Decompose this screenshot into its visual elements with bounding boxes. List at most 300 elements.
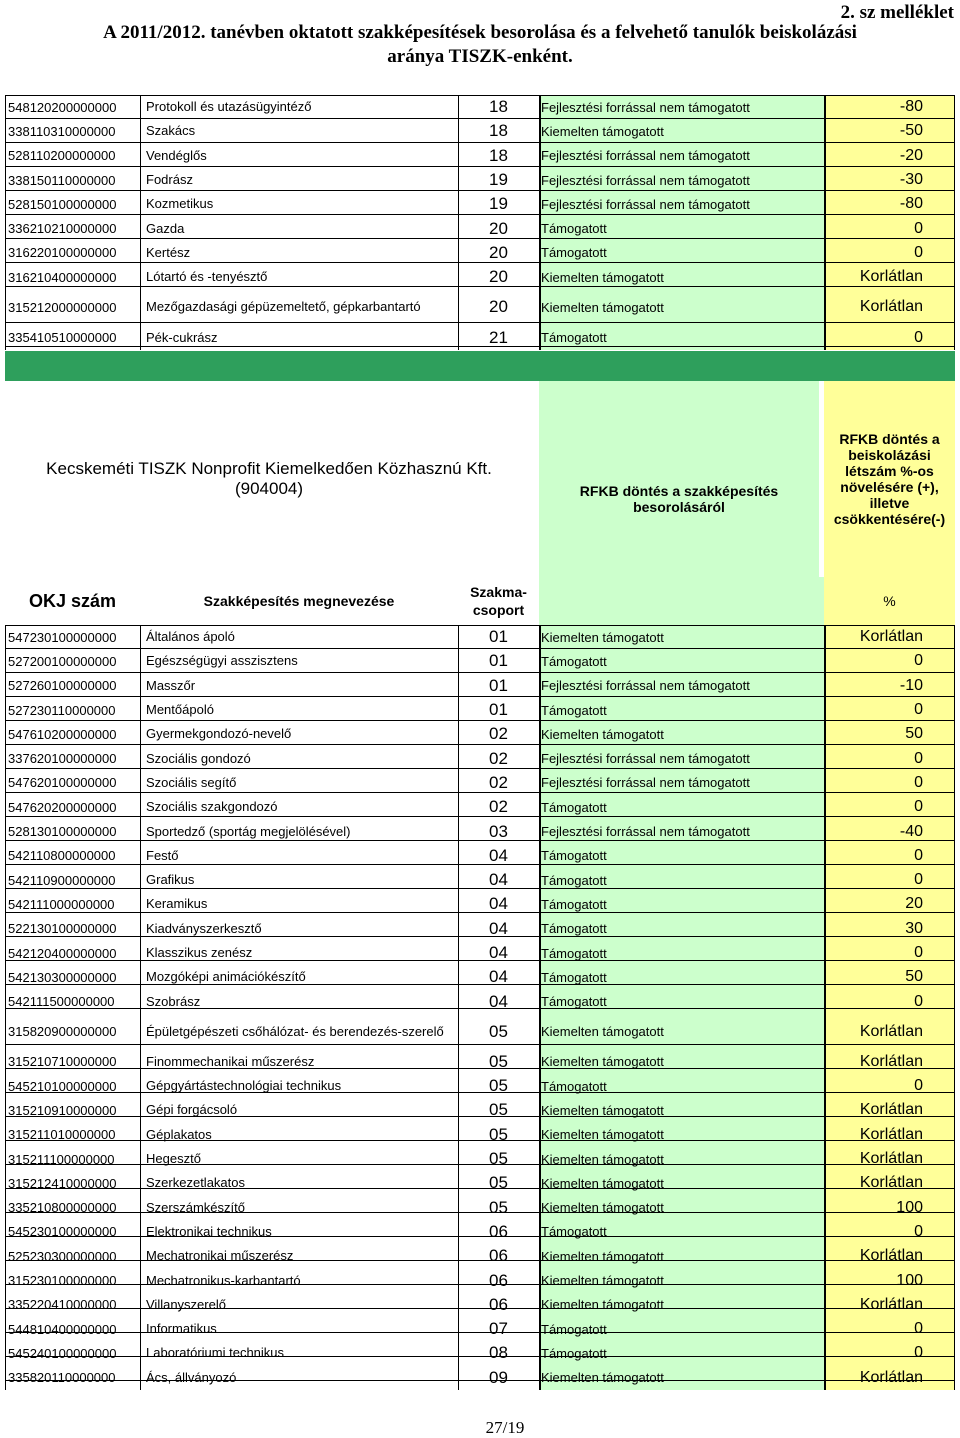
name-cell: Klasszikus zenész bbox=[140, 941, 458, 965]
rfkb-cell: Támogatott bbox=[539, 941, 824, 965]
group-cell: 18 bbox=[458, 119, 539, 143]
name-cell: Ács, állványozó bbox=[140, 1366, 458, 1390]
okj-cell: 315210910000000 bbox=[5, 1098, 140, 1122]
table-row bbox=[5, 168, 955, 192]
grid-line bbox=[5, 625, 955, 626]
group-cell: 05 bbox=[458, 1171, 539, 1195]
group-cell: 05 bbox=[458, 1196, 539, 1220]
grid-line bbox=[5, 190, 955, 191]
table-row bbox=[5, 722, 955, 746]
group-cell: 18 bbox=[458, 144, 539, 168]
pct-cell: -40 bbox=[824, 819, 955, 843]
table-row bbox=[5, 649, 955, 673]
grid-line bbox=[458, 95, 459, 350]
okj-cell: 545210100000000 bbox=[5, 1074, 140, 1098]
name-cell: Mozgóképi animációkészítő bbox=[140, 965, 458, 989]
okj-cell: 528110200000000 bbox=[5, 144, 140, 168]
rfkb-cell: Támogatott bbox=[539, 1341, 824, 1365]
pct-cell: 0 bbox=[824, 241, 955, 265]
pct-cell: 0 bbox=[824, 325, 955, 349]
okj-cell: 335220410000000 bbox=[5, 1293, 140, 1317]
okj-cell: 315211100000000 bbox=[5, 1147, 140, 1171]
name-cell: Általános ápoló bbox=[140, 625, 458, 649]
grid-line bbox=[5, 1188, 955, 1189]
rfkb-cell: Támogatott bbox=[539, 1317, 824, 1341]
group-cell: 04 bbox=[458, 844, 539, 868]
group-header: Szakma- csoport bbox=[458, 577, 539, 625]
rfkb-cell: Fejlesztési forrással nem támogatott bbox=[539, 746, 824, 770]
okj-cell: 544810400000000 bbox=[5, 1317, 140, 1341]
grid-line bbox=[5, 214, 955, 215]
name-cell: Gépgyártástechnológiai technikus bbox=[140, 1074, 458, 1098]
table-row bbox=[5, 1123, 955, 1147]
name-cell: Sportedző (sportág megjelölésével) bbox=[140, 819, 458, 843]
grid-line bbox=[5, 1008, 955, 1009]
okj-cell: 545230100000000 bbox=[5, 1220, 140, 1244]
table-row bbox=[5, 1220, 955, 1244]
group-cell: 05 bbox=[458, 1098, 539, 1122]
grid-line bbox=[5, 888, 955, 889]
rfkb-cell: Fejlesztési forrással nem támogatott bbox=[539, 95, 824, 119]
rfkb-cell: Fejlesztési forrással nem támogatott bbox=[539, 771, 824, 795]
rfkb-cell: Támogatott bbox=[539, 989, 824, 1013]
table-row bbox=[5, 965, 955, 989]
grid-line bbox=[5, 912, 955, 913]
group-cell: 06 bbox=[458, 1268, 539, 1292]
okj-cell: 335210800000000 bbox=[5, 1196, 140, 1220]
name-cell: Festő bbox=[140, 844, 458, 868]
rfkb-cell: Támogatott bbox=[539, 892, 824, 916]
name-cell: Hegesztő bbox=[140, 1147, 458, 1171]
name-cell: Protokoll és utazásügyintéző bbox=[140, 95, 458, 119]
rfkb-cell: Fejlesztési forrással nem támogatott bbox=[539, 144, 824, 168]
table-row bbox=[5, 119, 955, 143]
grid-line bbox=[5, 864, 955, 865]
grid-line bbox=[5, 95, 6, 350]
group-cell: 04 bbox=[458, 941, 539, 965]
table-row bbox=[5, 1293, 955, 1317]
pct-cell: Korlátlan bbox=[824, 1098, 955, 1122]
okj-cell: 528150100000000 bbox=[5, 192, 140, 216]
okj-cell: 338150110000000 bbox=[5, 168, 140, 192]
group-cell: 21 bbox=[458, 325, 539, 349]
grid-line bbox=[5, 672, 955, 673]
table-row bbox=[5, 941, 955, 965]
table-row bbox=[5, 989, 955, 1013]
name-cell: Mentőápoló bbox=[140, 698, 458, 722]
group-cell: 05 bbox=[458, 1147, 539, 1171]
pct-cell: -50 bbox=[824, 119, 955, 143]
rfkb-cell: Fejlesztési forrással nem támogatott bbox=[539, 168, 824, 192]
rfkb-cell: Támogatott bbox=[539, 917, 824, 941]
group-cell: 05 bbox=[458, 1074, 539, 1098]
table-row bbox=[5, 1244, 955, 1268]
grid-line bbox=[5, 1308, 955, 1309]
group-cell: 05 bbox=[458, 1014, 539, 1050]
grid-line bbox=[5, 95, 955, 96]
grid-line bbox=[5, 720, 955, 721]
group-cell: 09 bbox=[458, 1366, 539, 1390]
grid-line bbox=[5, 1380, 955, 1381]
rfkb-cell: Támogatott bbox=[539, 216, 824, 240]
okj-cell: 337620100000000 bbox=[5, 746, 140, 770]
rfkb-cell: Támogatott bbox=[539, 844, 824, 868]
pct-cell: 0 bbox=[824, 698, 955, 722]
rfkb-cell: Kiemelten támogatott bbox=[539, 1050, 824, 1074]
name-cell: Laboratóriumi technikus bbox=[140, 1341, 458, 1365]
name-cell: Szakács bbox=[140, 119, 458, 143]
pct-cell: Korlátlan bbox=[824, 1050, 955, 1074]
pct-cell: Korlátlan bbox=[824, 289, 955, 325]
okj-cell: 316220100000000 bbox=[5, 241, 140, 265]
table-row bbox=[5, 95, 955, 119]
grid-line bbox=[5, 286, 955, 287]
okj-cell: 527260100000000 bbox=[5, 674, 140, 698]
okj-cell: 335820110000000 bbox=[5, 1366, 140, 1390]
rfkb-cell: Kiemelten támogatott bbox=[539, 1244, 824, 1268]
okj-cell: 315211010000000 bbox=[5, 1123, 140, 1147]
pct-cell: 0 bbox=[824, 1220, 955, 1244]
rfkb-cell: Kiemelten támogatott bbox=[539, 1014, 824, 1050]
pct-column-header: RFKB döntés a beiskolázási létszám %-os növelésére (+), illetve csökkentésére(-) bbox=[824, 381, 955, 577]
rfkb-cell: Kiemelten támogatott bbox=[539, 1147, 824, 1171]
group-cell: 07 bbox=[458, 1317, 539, 1341]
pct-header: % bbox=[824, 577, 955, 625]
group-cell: 01 bbox=[458, 674, 539, 698]
rfkb-cell: Támogatott bbox=[539, 649, 824, 673]
rfkb-cell: Kiemelten támogatott bbox=[539, 1366, 824, 1390]
grid-line bbox=[5, 936, 955, 937]
top-table bbox=[5, 95, 955, 350]
rfkb-cell: Kiemelten támogatott bbox=[539, 1123, 824, 1147]
group-cell: 06 bbox=[458, 1244, 539, 1268]
table-row bbox=[5, 1074, 955, 1098]
okj-cell: 315210710000000 bbox=[5, 1050, 140, 1074]
pct-cell: 0 bbox=[824, 746, 955, 770]
grid-line bbox=[954, 95, 955, 350]
grid-line bbox=[5, 1332, 955, 1333]
name-cell: Keramikus bbox=[140, 892, 458, 916]
grid-line bbox=[5, 166, 955, 167]
rfkb-cell: Kiemelten támogatott bbox=[539, 722, 824, 746]
rfkb-cell: Támogatott bbox=[539, 795, 824, 819]
okj-cell: 315212000000000 bbox=[5, 289, 140, 325]
okj-cell: 547620200000000 bbox=[5, 795, 140, 819]
pct-cell: 0 bbox=[824, 649, 955, 673]
pct-cell: Korlátlan bbox=[824, 1293, 955, 1317]
grid-line bbox=[5, 262, 955, 263]
name-cell: Gazda bbox=[140, 216, 458, 240]
name-cell: Szerszámkészítő bbox=[140, 1196, 458, 1220]
column-headers bbox=[5, 577, 955, 625]
grid-line bbox=[5, 346, 955, 347]
rfkb-cell: Kiemelten támogatott bbox=[539, 265, 824, 289]
okj-cell: 316210400000000 bbox=[5, 265, 140, 289]
group-cell: 18 bbox=[458, 95, 539, 119]
okj-cell: 547610200000000 bbox=[5, 722, 140, 746]
pct-cell: 0 bbox=[824, 1074, 955, 1098]
pct-cell: 50 bbox=[824, 722, 955, 746]
table-row bbox=[5, 192, 955, 216]
group-cell: 20 bbox=[458, 216, 539, 240]
pct-cell: 0 bbox=[824, 795, 955, 819]
group-cell: 04 bbox=[458, 989, 539, 1013]
pct-cell: 0 bbox=[824, 868, 955, 892]
rfkb-cell: Támogatott bbox=[539, 241, 824, 265]
okj-cell: 542111500000000 bbox=[5, 989, 140, 1013]
group-cell: 02 bbox=[458, 771, 539, 795]
name-cell: Gépi forgácsoló bbox=[140, 1098, 458, 1122]
rfkb-cell: Támogatott bbox=[539, 1220, 824, 1244]
pct-cell: Korlátlan bbox=[824, 1244, 955, 1268]
rfkb-cell: Kiemelten támogatott bbox=[539, 625, 824, 649]
group-cell: 08 bbox=[458, 1341, 539, 1365]
group-cell: 04 bbox=[458, 868, 539, 892]
okj-cell: 315212410000000 bbox=[5, 1171, 140, 1195]
tiszk-header bbox=[5, 381, 955, 577]
name-cell: Elektronikai technikus bbox=[140, 1220, 458, 1244]
name-cell: Gyermekgondozó-nevelő bbox=[140, 722, 458, 746]
rfkb-cell: Támogatott bbox=[539, 965, 824, 989]
pct-cell: Korlátlan bbox=[824, 1366, 955, 1390]
rfkb-cell: Kiemelten támogatott bbox=[539, 119, 824, 143]
table-row bbox=[5, 1341, 955, 1365]
rfkb-cell: Támogatott bbox=[539, 1074, 824, 1098]
grid-line bbox=[140, 95, 141, 350]
group-cell: 06 bbox=[458, 1293, 539, 1317]
grid-line bbox=[5, 744, 955, 745]
okj-cell: 527230110000000 bbox=[5, 698, 140, 722]
rfkb-cell: Kiemelten támogatott bbox=[539, 1171, 824, 1195]
name-cell: Szociális gondozó bbox=[140, 746, 458, 770]
table-row bbox=[5, 1366, 955, 1390]
okj-cell: 525230300000000 bbox=[5, 1244, 140, 1268]
grid-line bbox=[5, 1356, 955, 1357]
grid-line bbox=[5, 768, 955, 769]
okj-cell: 547620100000000 bbox=[5, 771, 140, 795]
group-cell: 04 bbox=[458, 965, 539, 989]
pct-cell: Korlátlan bbox=[824, 1171, 955, 1195]
table-row bbox=[5, 674, 955, 698]
okj-cell: 542130300000000 bbox=[5, 965, 140, 989]
group-cell: 05 bbox=[458, 1123, 539, 1147]
pct-cell: Korlátlan bbox=[824, 1147, 955, 1171]
tiszk-name: Kecskeméti TISZK Nonprofit Kiemelkedően Közhasznú Kft. (904004) bbox=[46, 459, 492, 498]
name-cell: Vendéglős bbox=[140, 144, 458, 168]
okj-cell: 548120200000000 bbox=[5, 95, 140, 119]
name-cell: Masszőr bbox=[140, 674, 458, 698]
title-line-1: A 2011/2012. tanévben oktatott szakképesítések besorolása és a felvehető tanulók beiskolázási bbox=[103, 22, 857, 43]
grid-line bbox=[5, 1236, 955, 1237]
pct-cell: 0 bbox=[824, 1317, 955, 1341]
grid-line bbox=[5, 648, 955, 649]
pct-cell: Korlátlan bbox=[824, 265, 955, 289]
grid-line bbox=[5, 984, 955, 985]
pct-cell: 0 bbox=[824, 1341, 955, 1365]
group-cell: 06 bbox=[458, 1220, 539, 1244]
rfkb-cell: Kiemelten támogatott bbox=[539, 1196, 824, 1220]
group-cell: 01 bbox=[458, 698, 539, 722]
page-title bbox=[0, 21, 960, 69]
name-cell: Grafikus bbox=[140, 868, 458, 892]
group-cell: 20 bbox=[458, 265, 539, 289]
table-row bbox=[5, 289, 955, 325]
group-cell: 04 bbox=[458, 892, 539, 916]
pct-cell: Korlátlan bbox=[824, 625, 955, 649]
okj-header: OKJ szám bbox=[5, 577, 140, 625]
rfkb-header-cell bbox=[539, 577, 824, 625]
pct-cell: 0 bbox=[824, 941, 955, 965]
okj-cell: 336210210000000 bbox=[5, 216, 140, 240]
rfkb-cell: Fejlesztési forrással nem támogatott bbox=[539, 674, 824, 698]
name-cell: Szociális segítő bbox=[140, 771, 458, 795]
group-cell: 20 bbox=[458, 241, 539, 265]
name-header: Szakképesítés megnevezése bbox=[140, 577, 458, 625]
pct-cell: Korlátlan bbox=[824, 1014, 955, 1050]
group-cell: 02 bbox=[458, 746, 539, 770]
rfkb-cell: Fejlesztési forrással nem támogatott bbox=[539, 192, 824, 216]
title-line-2: aránya TISZK-enként. bbox=[387, 46, 573, 67]
table-row bbox=[5, 1098, 955, 1122]
rfkb-cell: Támogatott bbox=[539, 868, 824, 892]
okj-cell: 542120400000000 bbox=[5, 941, 140, 965]
grid-line bbox=[5, 1284, 955, 1285]
table-row bbox=[5, 1268, 955, 1292]
rfkb-cell: Támogatott bbox=[539, 325, 824, 349]
grid-line bbox=[539, 95, 541, 350]
pct-cell: 100 bbox=[824, 1268, 955, 1292]
name-cell: Finommechanikai műszerész bbox=[140, 1050, 458, 1074]
pct-cell: -30 bbox=[824, 168, 955, 192]
grid-line bbox=[5, 1116, 955, 1117]
table-row bbox=[5, 1147, 955, 1171]
name-cell: Fodrász bbox=[140, 168, 458, 192]
okj-cell: 542110900000000 bbox=[5, 868, 140, 892]
okj-cell: 527200100000000 bbox=[5, 649, 140, 673]
pct-cell: Korlátlan bbox=[824, 1123, 955, 1147]
table-row bbox=[5, 1317, 955, 1341]
grid-line bbox=[5, 1260, 955, 1261]
grid-line bbox=[5, 142, 955, 143]
name-cell: Villanyszerelő bbox=[140, 1293, 458, 1317]
grid-line bbox=[5, 816, 955, 817]
name-cell: Géplakatos bbox=[140, 1123, 458, 1147]
pct-cell: 50 bbox=[824, 965, 955, 989]
table-row bbox=[5, 1050, 955, 1074]
pct-cell: 20 bbox=[824, 892, 955, 916]
group-cell: 04 bbox=[458, 917, 539, 941]
tiszk-band bbox=[5, 351, 955, 381]
rfkb-cell: Kiemelten támogatott bbox=[539, 1293, 824, 1317]
pct-cell: 0 bbox=[824, 989, 955, 1013]
grid-line bbox=[5, 1068, 955, 1069]
group-cell: 01 bbox=[458, 625, 539, 649]
pct-cell: 0 bbox=[824, 844, 955, 868]
okj-cell: 547230100000000 bbox=[5, 625, 140, 649]
group-cell: 20 bbox=[458, 289, 539, 325]
name-cell: Mechatronikai műszerész bbox=[140, 1244, 458, 1268]
grid-line bbox=[824, 95, 826, 350]
pct-cell: 0 bbox=[824, 771, 955, 795]
grid-line bbox=[5, 960, 955, 961]
okj-cell: 338110310000000 bbox=[5, 119, 140, 143]
okj-cell: 315820900000000 bbox=[5, 1014, 140, 1050]
okj-cell: 522130100000000 bbox=[5, 917, 140, 941]
name-cell: Lótartó és -tenyésztő bbox=[140, 265, 458, 289]
table-row bbox=[5, 698, 955, 722]
pct-cell: -10 bbox=[824, 674, 955, 698]
name-cell: Szobrász bbox=[140, 989, 458, 1013]
bottom-table bbox=[5, 625, 955, 1390]
name-cell: Informatikus bbox=[140, 1317, 458, 1341]
pct-cell: -80 bbox=[824, 192, 955, 216]
okj-cell: 315230100000000 bbox=[5, 1268, 140, 1292]
grid-line bbox=[5, 1092, 955, 1093]
grid-line bbox=[5, 238, 955, 239]
table-row bbox=[5, 1171, 955, 1195]
grid-line bbox=[5, 118, 955, 119]
table-row bbox=[5, 1196, 955, 1220]
rfkb-cell: Kiemelten támogatott bbox=[539, 289, 824, 325]
pct-cell: -20 bbox=[824, 144, 955, 168]
okj-cell: 545240100000000 bbox=[5, 1341, 140, 1365]
grid-line bbox=[5, 322, 955, 323]
grid-line bbox=[5, 1044, 955, 1045]
name-cell: Kiadványszerkesztő bbox=[140, 917, 458, 941]
name-cell: Épületgépészeti csőhálózat- és berendezés-szerelő bbox=[140, 1014, 458, 1050]
rfkb-column-header: RFKB döntés a szakképesítés besorolásáról bbox=[539, 381, 819, 577]
group-cell: 02 bbox=[458, 795, 539, 819]
group-cell: 19 bbox=[458, 192, 539, 216]
name-cell: Kozmetikus bbox=[140, 192, 458, 216]
rfkb-cell: Kiemelten támogatott bbox=[539, 1268, 824, 1292]
group-cell: 05 bbox=[458, 1050, 539, 1074]
grid-line bbox=[5, 1164, 955, 1165]
pct-cell: 30 bbox=[824, 917, 955, 941]
page-number: 27/19 bbox=[485, 1418, 525, 1437]
name-cell: Szociális szakgondozó bbox=[140, 795, 458, 819]
table-row bbox=[5, 625, 955, 649]
pct-cell: -80 bbox=[824, 95, 955, 119]
okj-cell: 335410510000000 bbox=[5, 325, 140, 349]
okj-cell: 542110800000000 bbox=[5, 844, 140, 868]
grid-line bbox=[5, 1140, 955, 1141]
rfkb-cell: Támogatott bbox=[539, 698, 824, 722]
okj-cell: 542111000000000 bbox=[5, 892, 140, 916]
annex-label: 2. sz melléklet bbox=[840, 2, 954, 23]
rfkb-cell: Kiemelten támogatott bbox=[539, 1098, 824, 1122]
name-cell: Egészségügyi asszisztens bbox=[140, 649, 458, 673]
grid-line bbox=[5, 840, 955, 841]
name-cell: Pék-cukrász bbox=[140, 325, 458, 349]
name-cell: Mechatronikus-karbantartó bbox=[140, 1268, 458, 1292]
pct-cell: 0 bbox=[824, 216, 955, 240]
group-cell: 03 bbox=[458, 819, 539, 843]
group-cell: 19 bbox=[458, 168, 539, 192]
group-cell: 02 bbox=[458, 722, 539, 746]
grid-line bbox=[5, 1212, 955, 1213]
okj-cell: 528130100000000 bbox=[5, 819, 140, 843]
grid-line bbox=[5, 696, 955, 697]
name-cell: Szerkezetlakatos bbox=[140, 1171, 458, 1195]
table-row bbox=[5, 917, 955, 941]
pct-cell: 100 bbox=[824, 1196, 955, 1220]
rfkb-cell: Fejlesztési forrással nem támogatott bbox=[539, 819, 824, 843]
name-cell: Kertész bbox=[140, 241, 458, 265]
group-cell: 01 bbox=[458, 649, 539, 673]
name-cell: Mezőgazdasági gépüzemeltető, gépkarbantartó bbox=[140, 289, 458, 325]
grid-line bbox=[5, 792, 955, 793]
